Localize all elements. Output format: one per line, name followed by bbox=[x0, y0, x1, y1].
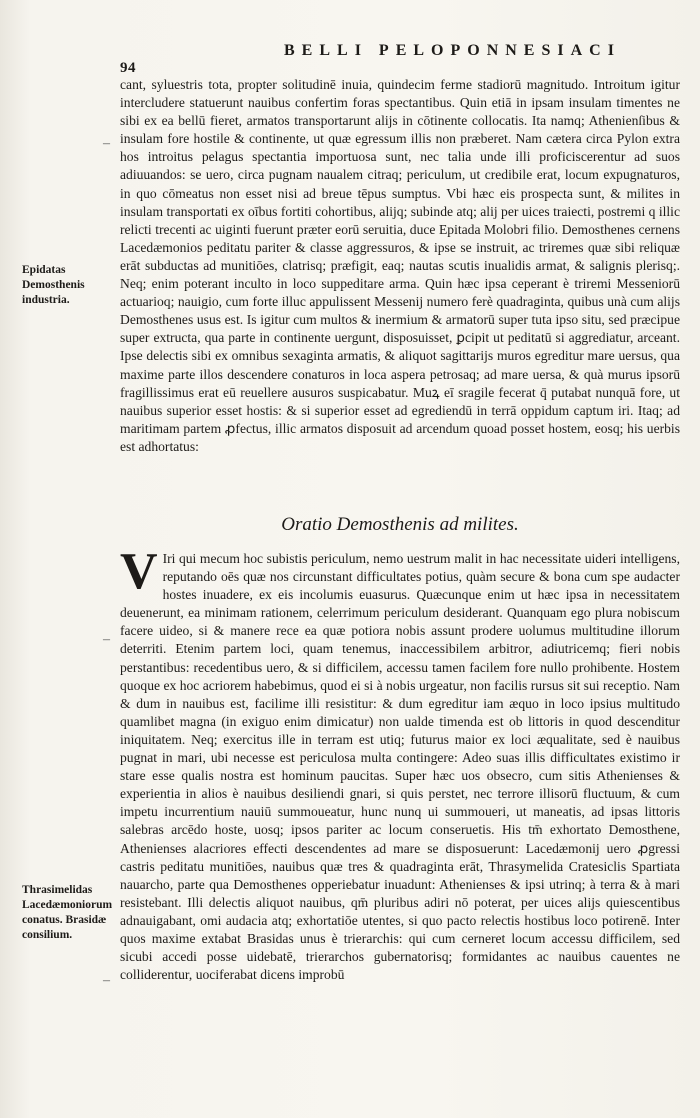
running-head: BELLI PELOPONNESIACI bbox=[284, 42, 621, 59]
drop-cap: V bbox=[120, 543, 158, 600]
gutter-mark: – bbox=[103, 973, 110, 988]
main-paragraph: cant, syluestris tota, propter solitudinē inuia, quindecim ferme stadiorū magnitudo. Introitum igitur intercludere statuerunt nauibus confertim foras spectantibus. Quin etiā in ipsam insulam timentes ne sibi ex ea bellū fieret, armatos transportarunt alijs in cōtinente collocatis. Ita namq; Athenienſibus & insulam fore hostile & continente, ut quæ egressum illis non præberet. Nam cætera circa Pylon extra hos introitus pelagus spectantia importuosa sunt, nec talia unde illi proficiscerentur ad suos adiuuandos: se uero, circa pugnam naualem citraq; periculum, ut credibile erat, locum expugnaturos, in quo cōmeatus non esset nisi ad breue tēpus sumptus. Vbi hæc eis prospecta sunt, & milites in insulam transportati ex oībus fortiti cohortibus, alijq; subinde atq; alij per uices traiecti, postremi q illic relicti trecenti ac uiginti fuerunt præter eorū seruitia, duce Epitada Molobri filio. Demosthenes cernens Lacedæmonios peditatu pariter & classe aggressuros, & ipse se instruit, ac triremes quæ sibi reliquæ erāt subductas ad munitiōes, clatrisq; præfigit, eaq; nautas scutis inualidis armat, & salignis plerisq;. Neq; enim poterant inculto in loco suppeditare arma. Quin hæc ipsa ceperant è triremi Messeniorū actuarioq; nauigio, cum forte illuc appulissent Messenij numero ferè quadraginta, quibus unà cum alijs Demosthenes usus est. Is igitur cum multos & inermium & armatorū super tuta ipso situ, sed præcipue super extructa, qua parte in continente uergunt, disposuisset, ꝑcipit ut peditatū si aggrediatur, arceant. Ipse delectis sibi ex omnibus sexaginta armatis, & aliquot sagittarijs muros egreditur mare uersus, qua maxime parte illos descendere conaturos in loca aspera petrosaq; ad mare uersa, & quà murus ipsorū fragillissimus erat eū reuellere ausuros suspicabatur. Muꝝ eī sragile fecerat q̄ putabat nunquā fore, ut nauibus superior esset hostis: & si superior esset ad egrediendū in terrā oppidum captum iri. Itaq; ad maritimam partem ꝓfectus, illic armatos disposuit ad arcendum quoad posset hostem, eosq; his uerbis est adhortatus: bbox=[120, 77, 680, 454]
oration-paragraph: Iri qui mecum hoc subistis periculum, nemo uestrum malit in hac necessitate uideri intelligens, reputando oēs quæ nos circunstant difficultates potius, quàm secure & bona cum spe audacter hostes inuadere, ex eis incolumis euasurus. Quæcunque enim ut hæc ipsa in necessitatem deuenerunt, ea minimam rationem, celerrimum periculum desiderant. Quanquam ego plura nobiscum facere uideo, si & manere rece ea quæ potiora nobis assunt prodere uolumus multitudine illorum deterriti. Etenim partem loci, quam tenemus, inaccessibilem arbitror, adiutricemq; fieri nobis perstantibus: recedentibus uero, & si difficilem, accessu tamen facilem fore nullo prohibente. Hostem quoque ex hoc acriorem habebimus, quod ei si à nobis urgeatur, non facilis rursus sit sui receptio. Nam & dum in nauibus est, facilime illi resistitur: & dum egreditur iam æquo in loco ipsius multitudo quamlibet magna (in exiguo enim dimicatur) non ualde timenda est ob littoris in quod descenditur iniquitatem. Neq; exercitus ille in terram est utiq; futurus maior ex loci æqualitate, sed è nauibus pugnat in mari, ubi necesse est periculosa multa contingere: Adeo suas illis difficultates existimo ir stare esse qualis nostra est hominum paucitas. Super hæc uos obsecro, cum sitis Athenienses & experientia in alios è nauibus desiliendi gnari, si quis perstet, nec terrore illisorū fluctuum, & cum impetu incurrentium nauiū summoueatur, hunc nunq ui summoueri, ut maneatis, ad ipsas littoris salebras arcēdo hoste, uosq; ipsos pariter ac locum conseruetis. His tm̄ exhortato Demosthene, Athenienses alacriores effecti descendentes ad mare se disposuerunt: Lacedæmonij uero ꝓgressi castris peditatu munitiōes, nauibus quæ tres & quadraginta erāt, Thrasymelida Cratesiclis Spartiata nauarcho, parte qua Demosthenes opperiebatur inuadunt: Athenienses & ipsi utrinq; à terra & à mari resistebant. Illi delectis aliquot nauibus, qm̄ pluribus adiri nō poterat, per uices alijs quiescentibus adnauigabant, omi audacia atq; exhortatiōe utentes, si quo pacto relectis hostibus loco potirenē. Inter quos maxime extabat Brasidas unus è trierarchis: qui cum cerneret locum accessu difficilem, sed sicubi accedi posse uidebatē, trierarchos gubernatorisq; formidantes ac nauibus cauentes ne colliderentur, uociferabat dicens improbū bbox=[120, 551, 680, 983]
gutter-mark: – bbox=[103, 136, 110, 151]
marginal-note-epitadas: Epidatas Demosthenis industria. bbox=[22, 264, 85, 306]
gutter-mark: – bbox=[103, 632, 110, 647]
main-text-block bbox=[120, 76, 680, 456]
marginal-note-thrasymelidas: Thrasimelidas Lacedæmoniorum conatus. Brasidæ consilium. bbox=[22, 884, 113, 941]
oration-text-block bbox=[120, 543, 680, 984]
page-number: 94 bbox=[120, 60, 136, 76]
oration-title: Oratio Demosthenis ad milites. bbox=[281, 514, 519, 535]
